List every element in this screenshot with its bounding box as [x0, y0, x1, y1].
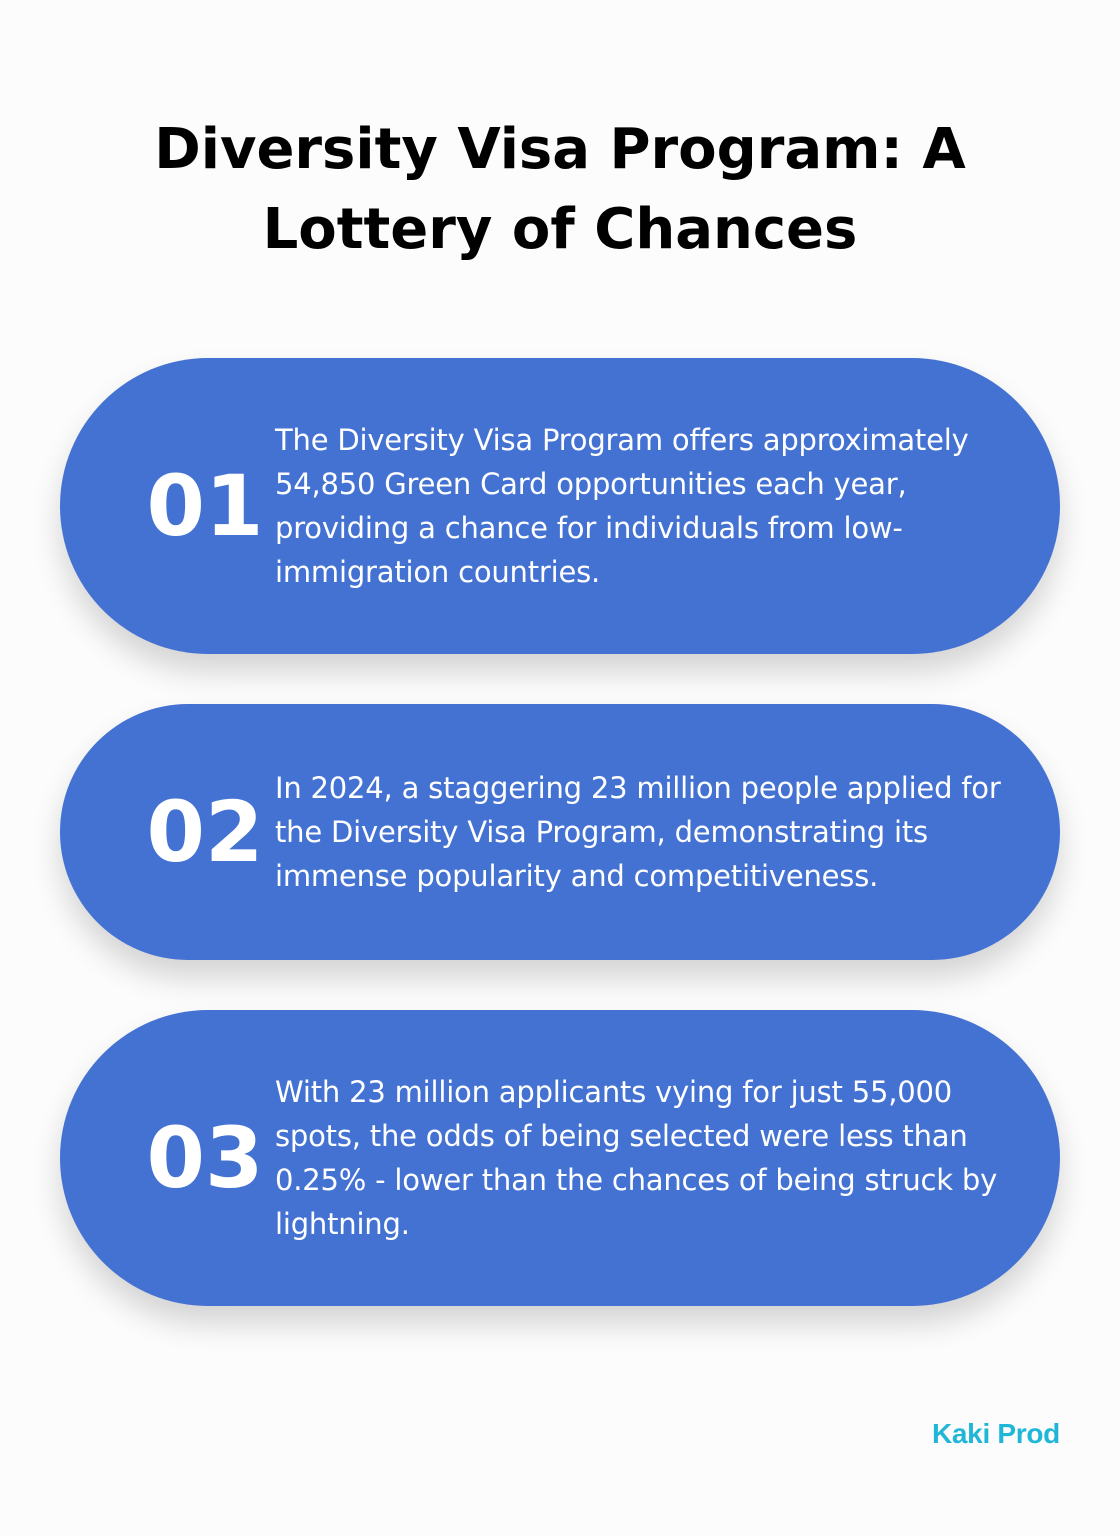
card-number-1: 01 [146, 457, 264, 555]
card-text-3: With 23 million applicants vying for just 55,000 spots, the odds of being selected were less than 0.25% - lower than the chances of being struck by lightning. [275, 1075, 998, 1241]
card-text-2: In 2024, a staggering 23 million people applied for the Diversity Visa Program, demonstrating its immense popularity and competitiveness. [275, 771, 1001, 893]
page-title-line-1: Diversity Visa Program: A [154, 117, 966, 182]
card-number-2: 02 [146, 783, 264, 881]
info-card-1 [60, 358, 1060, 654]
page-title [0, 110, 1120, 270]
info-card-3 [60, 1010, 1060, 1306]
card-text-1: The Diversity Visa Program offers approximately 54,850 Green Card opportunities each year, providing a chance for individuals from low-immigration countries. [275, 423, 969, 589]
info-card-2 [60, 704, 1060, 960]
page-title-line-2: Lottery of Chances [262, 197, 858, 262]
card-number-3: 03 [146, 1109, 264, 1207]
brand-logo-text: Kaki Prod [931, 1418, 1060, 1449]
